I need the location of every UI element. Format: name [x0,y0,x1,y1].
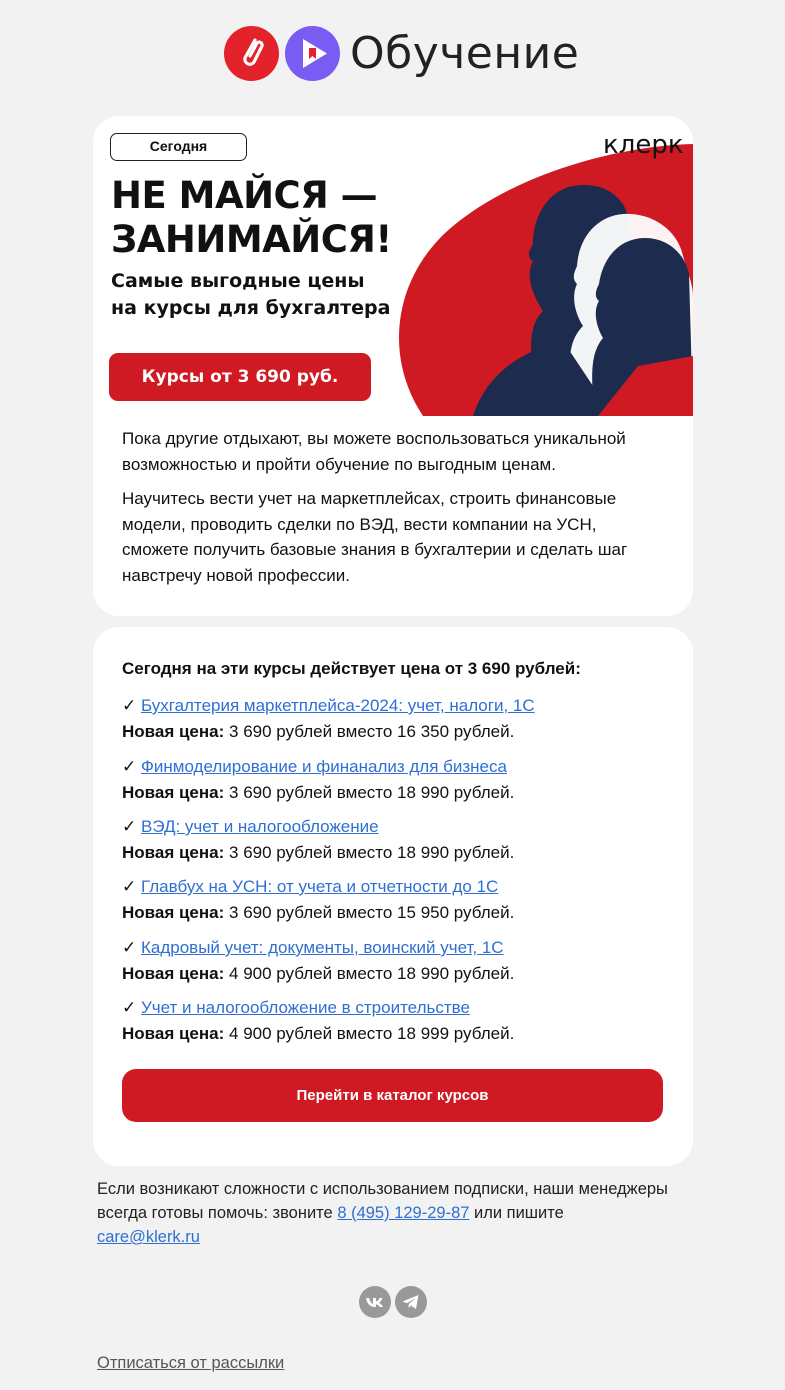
price-label: Новая цена: [122,963,225,983]
brand-title: Обучение [350,28,580,79]
course-link[interactable]: Финмоделирование и финанализ для бизнеса [140,757,507,776]
phone-link[interactable]: 8 (495) 129-29-87 [337,1204,470,1222]
banner-subheadline [111,268,401,322]
price-label: Новая цена: [122,782,225,802]
email-header [0,0,785,108]
support-text-start: Если возникают сложности с использованием подписки, наши менеджеры всегда готовы помочь: звоните [97,1180,668,1222]
offer-title: Сегодня на эти курсы действует цена от 3 690 рублей: [122,659,581,678]
check-icon: ✓ [122,696,137,715]
course-item [122,754,667,805]
check-icon: ✓ [122,998,137,1017]
unsubscribe-link[interactable]: Отписаться от рассылки [97,1354,285,1372]
subhead-line-1: Самые выгодные цены [111,270,365,292]
headline-line-1: НЕ МАЙСЯ — [111,174,378,217]
headline-line-2: ЗАНИМАЙСЯ! [111,218,392,261]
today-badge: Сегодня [110,133,247,161]
course-item [122,814,667,865]
course-link[interactable]: ВЭД: учет и налогообложение [140,817,379,836]
course-price: 4 900 рублей вместо 18 999 рублей. [229,1023,515,1043]
play-logo-icon [285,26,340,81]
course-price: 4 900 рублей вместо 18 990 рублей. [229,963,515,983]
course-item [122,995,667,1046]
course-price: 3 690 рублей вместо 18 990 рублей. [229,782,515,802]
price-label: Новая цена: [122,1023,225,1043]
course-link[interactable]: Бухгалтерия маркетплейса-2024: учет, налоги, 1С [140,696,535,715]
course-price: 3 690 рублей вместо 15 950 рублей. [229,902,515,922]
course-item [122,935,667,986]
courses-price-button[interactable]: Курсы от 3 690 руб. [109,353,371,401]
course-link[interactable]: Учет и налогообложение в строительстве [140,998,470,1017]
check-icon: ✓ [122,817,137,836]
course-link[interactable]: Главбух на УСН: от учета и отчетности до 1С [140,877,499,896]
catalog-button[interactable]: Перейти в каталог курсов [122,1069,663,1122]
vk-icon[interactable] [359,1286,391,1318]
check-icon: ✓ [122,938,137,957]
course-item [122,874,667,925]
promo-banner[interactable] [93,116,693,416]
promo-card [93,116,693,616]
price-label: Новая цена: [122,721,225,741]
price-label: Новая цена: [122,902,225,922]
support-text-middle: или пишите [469,1204,564,1222]
intro-paragraph-1: Пока другие отдыхают, вы можете воспользоваться уникальной возможностью и пройти обучение по выгодным ценам. [122,429,626,474]
course-item [122,693,667,744]
check-icon: ✓ [122,757,137,776]
klerk-logo: клерк [603,130,684,160]
price-label: Новая цена: [122,842,225,862]
intro-text [122,426,667,597]
paperclip-logo-icon [224,26,279,81]
intro-paragraph-2: Научитесь вести учет на маркетплейсах, строить финансовые модели, проводить сделки по ВЭД, вести компании на УСН, сможете получить базовые знания в бухгалтерии и сделать шаг навстречу новой профессии. [122,489,628,585]
subhead-line-2: на курсы для бухгалтера [111,297,391,319]
telegram-icon[interactable] [395,1286,427,1318]
support-text [97,1177,697,1249]
course-price: 3 690 рублей вместо 18 990 рублей. [229,842,515,862]
email-link[interactable]: care@klerk.ru [97,1228,200,1246]
check-icon: ✓ [122,877,137,896]
courses-card [93,627,693,1166]
course-price: 3 690 рублей вместо 16 350 рублей. [229,721,515,741]
banner-headline [111,174,411,262]
course-link[interactable]: Кадровый учет: документы, воинский учет, 1С [140,938,504,957]
